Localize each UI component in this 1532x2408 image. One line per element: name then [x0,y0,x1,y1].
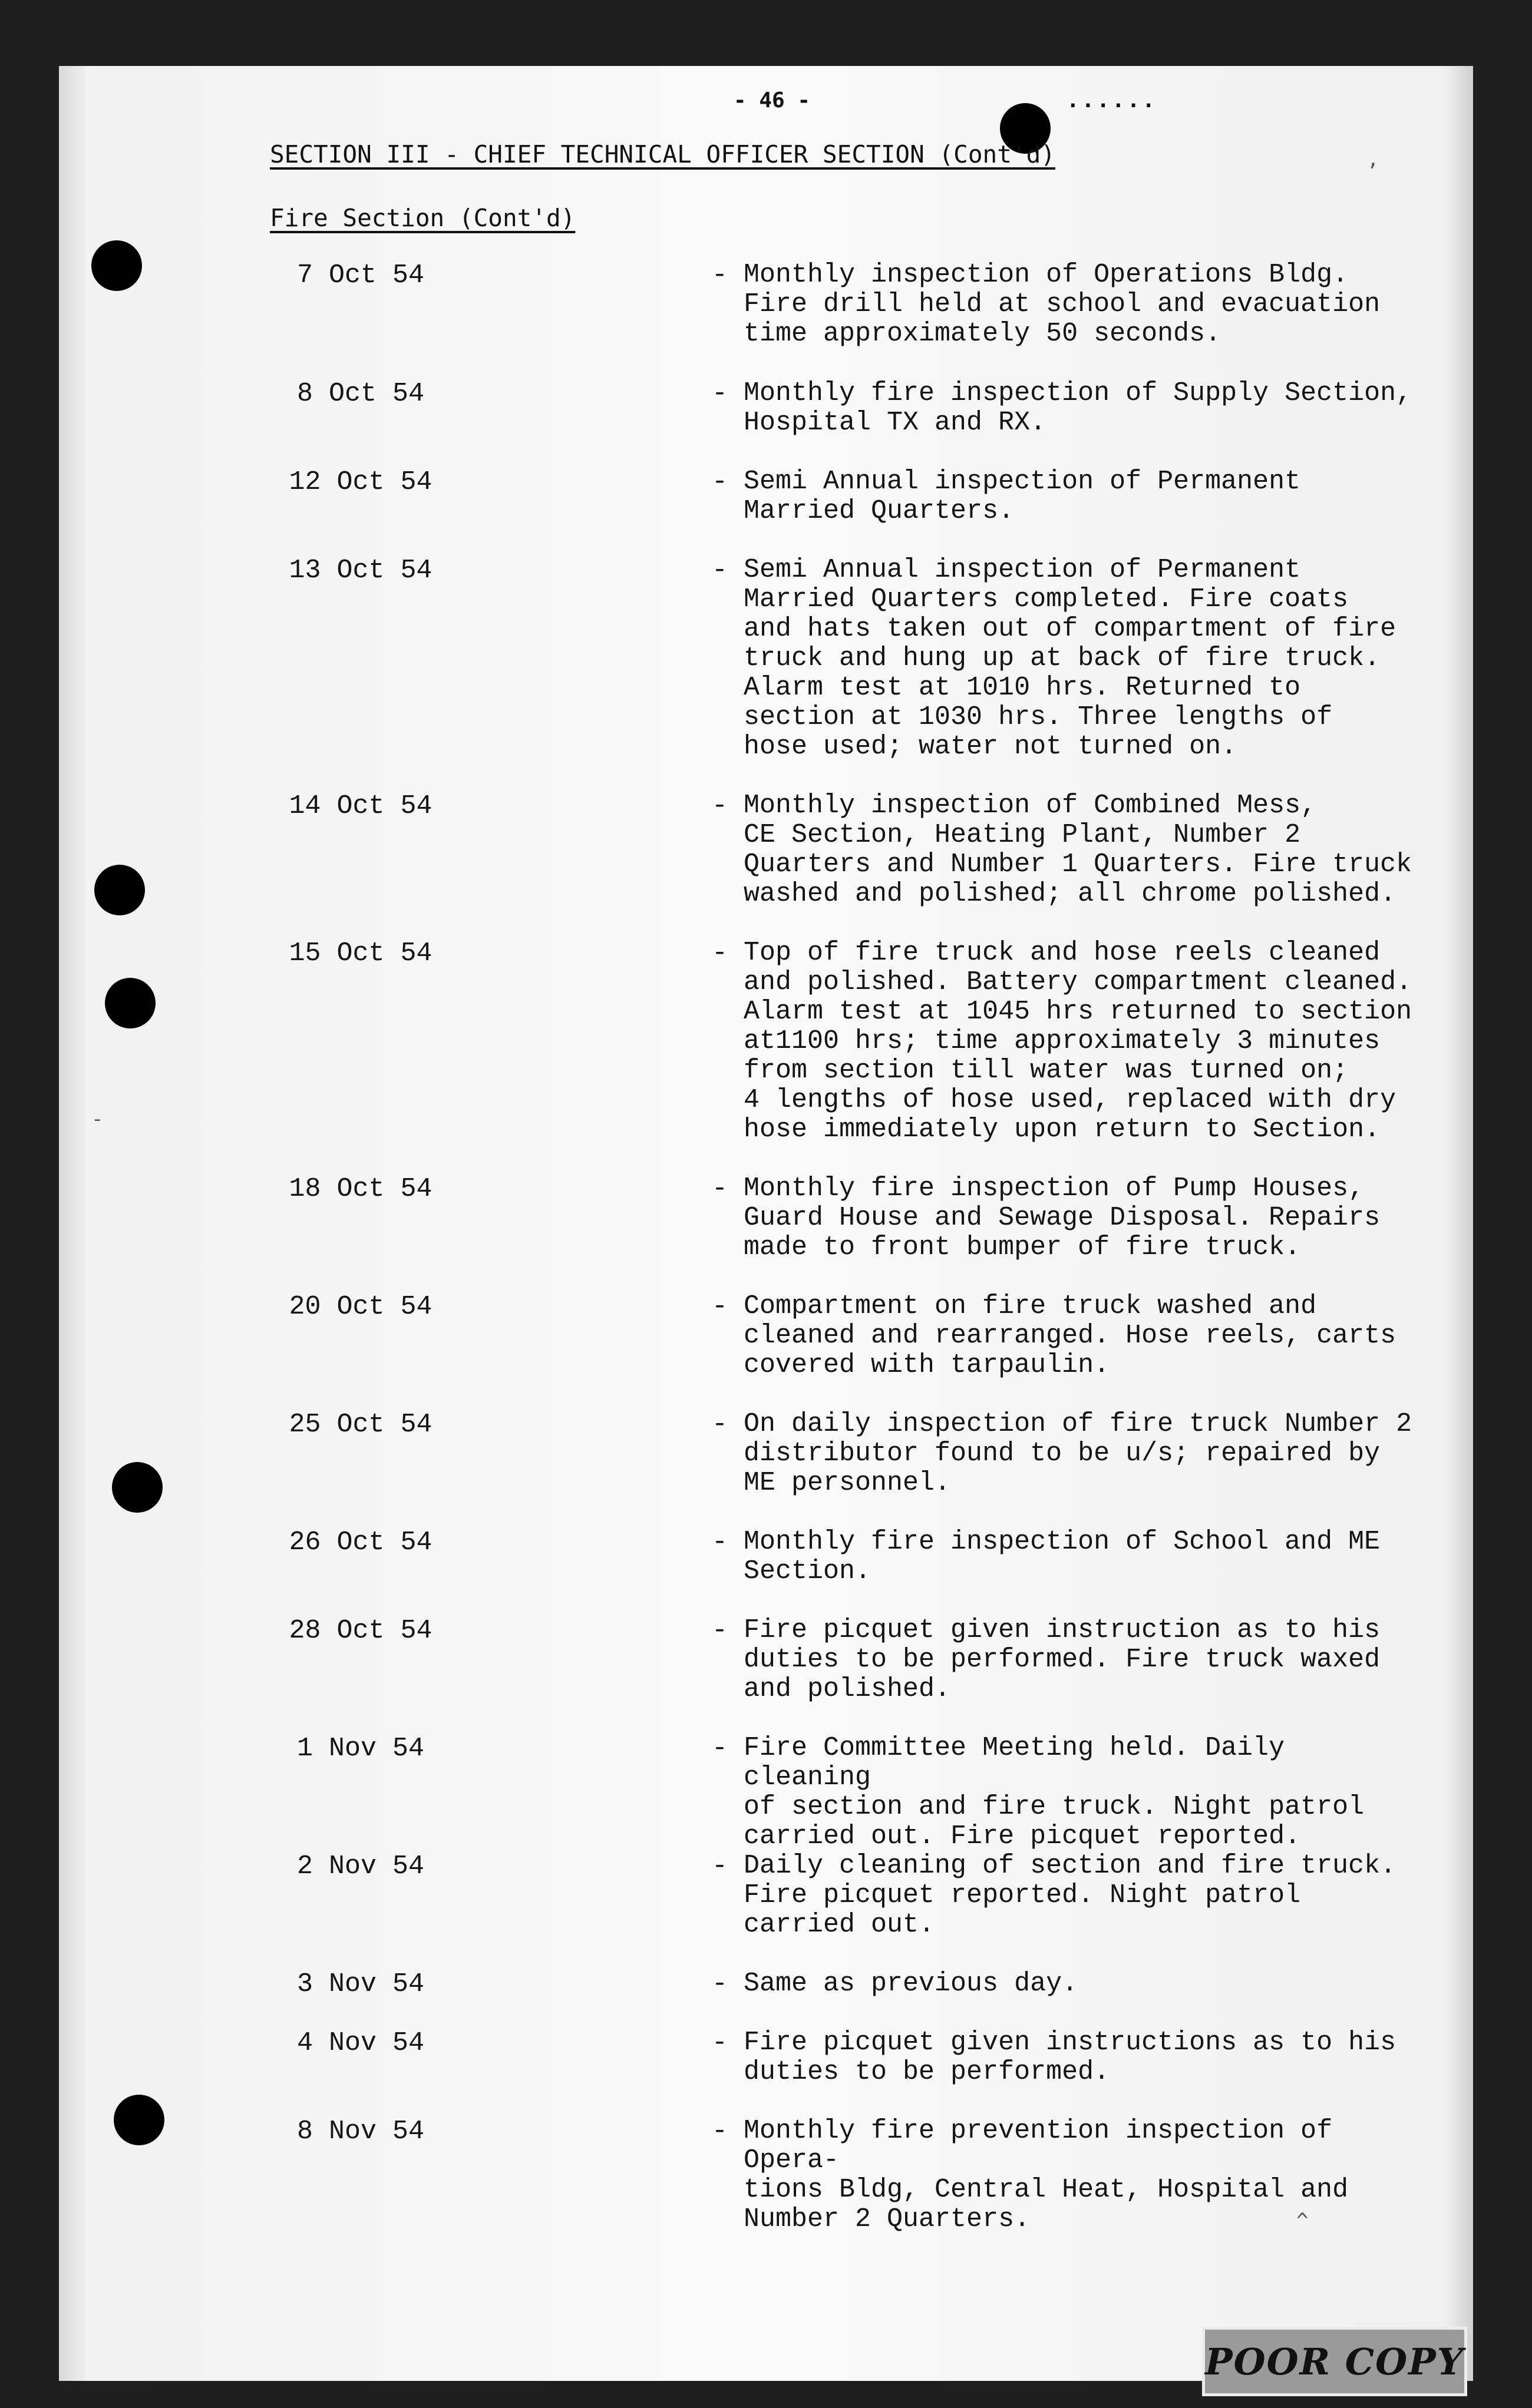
entry-dash: - [712,1527,728,1557]
entry-date: 13 Oct 54 [289,555,432,586]
entry-text: Monthly fire inspection of School and ME Section. [744,1527,1381,1586]
entry-dash: - [712,938,728,968]
classification-marking: ...... [1067,88,1158,113]
entry-dash: - [712,555,728,586]
entry-text: Monthly fire inspection of Supply Section, Hospital TX and RX. [744,378,1412,438]
entry-dash: - [712,2028,728,2058]
entry-date: 26 Oct 54 [289,1527,432,1557]
entry-date: 7 Oct 54 [296,260,425,290]
entry-dash: - [712,379,728,409]
entry-dash: - [712,1969,728,1999]
entry-dash: - [712,467,728,497]
entry-dash: - [712,1616,728,1646]
entry-date: 1 Nov 54 [296,1734,425,1764]
subsection-title: Fire Section (Cont'd) [270,204,576,232]
entry-dash: - [712,2116,728,2146]
entry-text: Monthly fire inspection of Pump Houses, Guard House and Sewage Disposal. Repairs made to front bumper of fire truck. [744,1173,1381,1262]
entry-date: 18 Oct 54 [289,1174,432,1204]
punch-hole [112,1462,163,1513]
entry-text: Monthly fire prevention inspection of Opera- tions Bldg, Central Heat, Hospital and Number 2 Quarters. [744,2116,1349,2234]
scan-speck: , [1367,147,1379,171]
entry-text: Monthly inspection of Combined Mess, CE Section, Heating Plant, Number 2 Quarters and Number 1 Quarters. Fire truck washed and polished; all chrome polished. [744,790,1412,909]
section-title: SECTION III - CHIEF TECHNICAL OFFICER SECTION (Cont'd) [270,140,1055,168]
entry-dash: - [712,1292,728,1322]
entry-date: 3 Nov 54 [296,1969,425,1999]
entry-text: Semi Annual inspection of Permanent Married Quarters completed. Fire coats and hats taken out of compartment of fire truck and hung up at back of fire truck. Alarm test at 1010 hrs. Returned to section at 1030 hrs. Three lengths of hose used; water not turned on. [744,555,1396,762]
entry-text: Daily cleaning of section and fire truck. Fire picquet reported. Night patrol carried out. [744,1851,1396,1940]
entry-text: Same as previous day. [744,1969,1078,1999]
punch-hole [105,978,156,1028]
entry-text: Monthly inspection of Operations Bldg. Fire drill held at school and evacuation time approximately 50 seconds. [744,260,1381,349]
entry-date: 8 Oct 54 [296,379,425,409]
entry-date: 20 Oct 54 [289,1292,432,1322]
poor-copy-stamp: POOR COPY [1202,2327,1467,2396]
entry-text: On daily inspection of fire truck Number 2 distributor found to be u/s; repaired by ME personnel. [744,1409,1412,1498]
entry-date: 15 Oct 54 [289,938,432,968]
punch-hole [94,865,145,915]
entry-date: 28 Oct 54 [289,1616,432,1646]
punch-hole [91,240,142,291]
entry-dash: - [712,260,728,290]
entry-dash: - [712,791,728,821]
punch-hole [114,2095,164,2145]
entry-date: 4 Nov 54 [296,2028,425,2058]
entry-date: 14 Oct 54 [289,791,432,821]
entry-date: 8 Nov 54 [296,2116,425,2146]
entry-date: 2 Nov 54 [296,1851,425,1881]
entry-text: Compartment on fire truck washed and cleaned and rearranged. Hose reels, carts covered with tarpaulin. [744,1291,1396,1380]
entry-dash: - [712,1410,728,1440]
entry-text: Top of fire truck and hose reels cleaned and polished. Battery compartment cleaned. Alarm test at 1045 hrs returned to section at1100 hrs; time approximately 3 minutes from section till water was turned on; 4 lengths of hose used, replaced with dry hose immediately upon return to Section. [744,938,1412,1145]
entry-date: 25 Oct 54 [289,1410,432,1440]
entry-dash: - [712,1851,728,1881]
scan-speck: ^ [1296,2209,1309,2232]
scan-speck: - [91,1107,104,1131]
entry-text: Fire Committee Meeting held. Daily cleaning of section and fire truck. Night patrol carried out. Fire picquet reported. [744,1733,1365,1851]
page-number: - 46 - [734,88,811,113]
entry-text: Fire picquet given instruction as to his duties to be performed. Fire truck waxed and polished. [744,1615,1381,1704]
entry-text: Semi Annual inspection of Permanent Married Quarters. [744,467,1301,526]
entry-dash: - [712,1734,728,1764]
entry-date: 12 Oct 54 [289,467,432,497]
entry-dash: - [712,1174,728,1204]
entry-text: Fire picquet given instructions as to his duties to be performed. [744,2027,1396,2087]
